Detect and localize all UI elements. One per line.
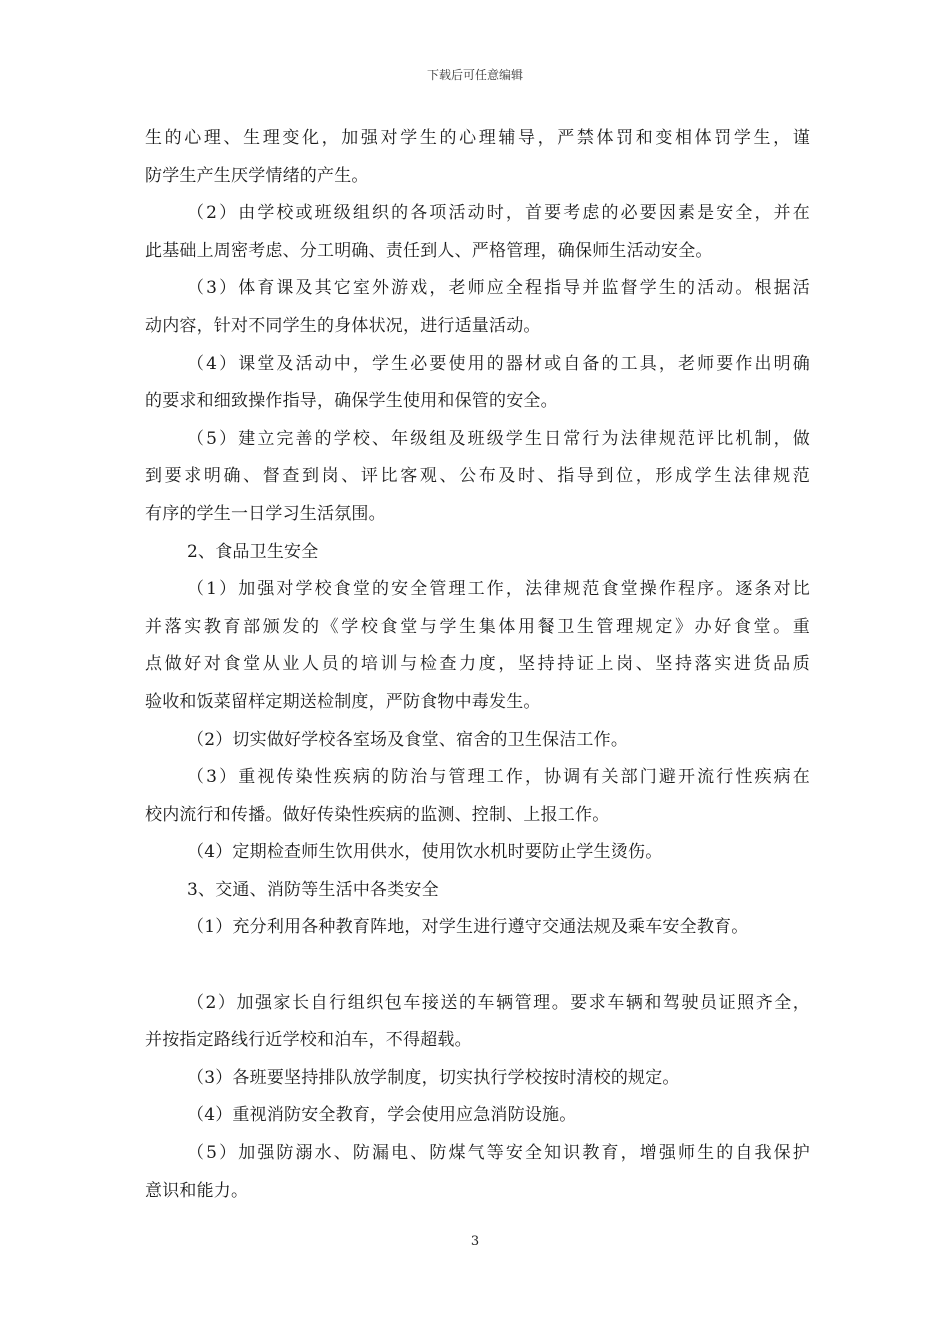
section-heading: 2、食品卫生安全 — [187, 541, 319, 562]
paragraph-line: 的要求和细致操作指导，确保学生使用和保管的安全。 — [145, 391, 558, 412]
paragraph-line: （1）加强对学校食堂的安全管理工作，法律规范食堂操作程序。逐条对比 — [187, 579, 810, 600]
paragraph-line: 验收和饭菜留样定期送检制度，严防食物中毒发生。 — [145, 691, 541, 712]
section-heading: 3、交通、消防等生活中各类安全 — [187, 879, 439, 900]
paragraph-line: （2）加强家长自行组织包车接送的车辆管理。要求车辆和驾驶员证照齐全， — [187, 992, 810, 1013]
paragraph-line: 动内容，针对不同学生的身体状况，进行适量活动。 — [145, 315, 541, 336]
paragraph-line: 到要求明确、督查到岗、评比客观、公布及时、指导到位，形成学生法律规范 — [145, 466, 810, 487]
paragraph-line: 防学生产生厌学情绪的产生。 — [145, 165, 369, 186]
paragraph-line: 点做好对食堂从业人员的培训与检查力度，坚持持证上岗、坚持落实进货品质 — [145, 654, 810, 675]
paragraph-line: （5）加强防溺水、防漏电、防煤气等安全知识教育，增强师生的自我保护 — [187, 1143, 810, 1164]
blank-line — [145, 947, 810, 985]
paragraph-line: （3）体育课及其它室外游戏，老师应全程指导并监督学生的活动。根据活 — [187, 278, 810, 299]
document-body — [145, 120, 810, 1210]
page-number: 3 — [470, 1234, 480, 1249]
paragraph-line: 并落实教育部颁发的《学校食堂与学生集体用餐卫生管理规定》办好食堂。重 — [145, 616, 810, 637]
paragraph-line: （3）各班要坚持排队放学制度，切实执行学校按时清校的规定。 — [187, 1067, 680, 1088]
paragraph-line: 生的心理、生理变化，加强对学生的心理辅导，严禁体罚和变相体罚学生，谨 — [145, 128, 810, 148]
paragraph-line: 校内流行和传播。做好传染性疾病的监测、控制、上报工作。 — [145, 804, 610, 825]
paragraph-line: （4）课堂及活动中，学生必要使用的器材或自备的工具，老师要作出明确 — [187, 353, 810, 374]
paragraph-line: （4）定期检查师生饮用供水，使用饮水机时要防止学生烫伤。 — [187, 842, 663, 863]
paragraph-line: （3）重视传染性疾病的防治与管理工作，协调有关部门避开流行性疾病在 — [187, 767, 810, 788]
paragraph-line: （4）重视消防安全教育，学会使用应急消防设施。 — [187, 1105, 577, 1126]
paragraph-line: （1）充分利用各种教育阵地，对学生进行遵守交通法规及乘车安全教育。 — [187, 917, 749, 938]
paragraph-line: （2）由学校或班级组织的各项活动时，首要考虑的必要因素是安全，并在 — [187, 203, 810, 224]
paragraph-line: 此基础上周密考虑、分工明确、责任到人、严格管理，确保师生活动安全。 — [145, 240, 713, 261]
paragraph-line: （2）切实做好学校各室场及食堂、宿舍的卫生保洁工作。 — [187, 729, 629, 750]
paragraph-line: （5）建立完善的学校、年级组及班级学生日常行为法律规范评比机制，做 — [187, 428, 810, 449]
paragraph-line: 并按指定路线行近学校和泊车，不得超载。 — [145, 1030, 472, 1051]
page-header: 下载后可任意编辑 — [426, 68, 523, 82]
paragraph-line: 有序的学生一日学习生活氛围。 — [145, 503, 386, 524]
paragraph-line: 意识和能力。 — [145, 1180, 249, 1201]
